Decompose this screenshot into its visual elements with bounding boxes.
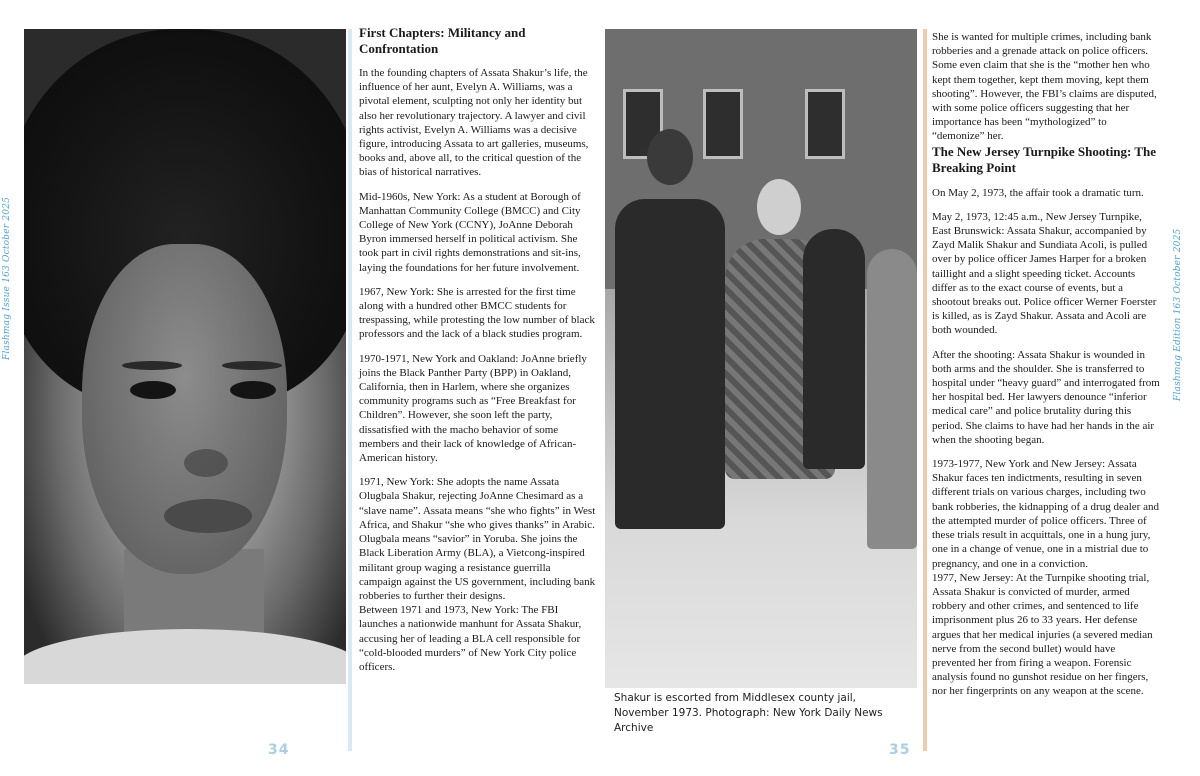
paragraph: 1973-1977, New York and New Jersey: Assata Shakur faces ten indictments, resulting in seven different trials on various charges, including two bank robberies, the kidnapping of a drug dealer and the attempted murder of police officers. Three of these trials result in acquittals, one in a hung jury, one in a change of venue, one in a mistrial due to pregnancy, and one in a conviction. (932, 458, 1159, 570)
portrait-nose (184, 449, 228, 477)
photo-person-head (647, 129, 693, 185)
escort-photo (605, 29, 917, 688)
photo-caption: Shakur is escorted from Middlesex county jail, November 1973. Photograph: New York Daily News Archive (614, 692, 883, 734)
photo-window (805, 89, 845, 159)
page-number-left: 34 (268, 742, 290, 758)
paragraph: On May 2, 1973, the affair took a dramatic turn. (932, 186, 1144, 199)
photo-person-right (867, 249, 917, 549)
page-number-right: 35 (889, 742, 911, 758)
section-heading-turnpike: The New Jersey Turnpike Shooting: The Breaking Point (932, 143, 1157, 175)
photo-person-back (803, 229, 865, 469)
photo-person-head (757, 179, 801, 235)
left-text-column (359, 25, 596, 674)
paragraph: Between 1971 and 1973, New York: The FBI launches a nationwide manhunt for Assata Shakur, accusing her of leading a BLA cell responsible for “cold-blooded murders” of New York City police officers. (359, 604, 582, 673)
photo-window (703, 89, 743, 159)
section-heading-militancy: First Chapters: Militancy and Confrontation (359, 25, 526, 56)
paragraph: 1971, New York: She adopts the name Assata Olugbala Shakur, rejecting JoAnne Chesimard as a “slave name”. Assata means “she who fights” in West Africa, and Shakur “she who gives thanks” in Arabic. Olugbala means “savior” in Yoruba. She joins the Black Liberation Army (BLA), a Vietcong-inspired militant group waging a resistance guerrilla campaign against the US government, including bank robberies to further their designs. (359, 476, 596, 602)
portrait-shoulders (24, 629, 346, 684)
paragraph: 1967, New York: She is arrested for the first time along with a hundred other BMCC students for trespassing, while protesting the low number of black professors and the lack of a black studies program. (359, 285, 595, 341)
portrait-eye-left (130, 381, 176, 399)
running-head-right: Flashmag Edition 163 October 2025 (1173, 228, 1183, 401)
paragraph: 1977, New Jersey: At the Turnpike shooting trial, Assata Shakur is convicted of murder, armed robbery and other crimes, and sentenced to life imprisonment plus 26 to 33 years. Her defense argues that her medical injuries (a severed median nerve from the second bullet) would have prevented her from firing a weapon. Forensic analysis found no gunshot residue on her fingers, nor her fingerprints on any weapon at the scene. (932, 571, 1153, 698)
column-rule-left (348, 29, 352, 751)
portrait-mouth (164, 499, 252, 533)
paragraph: In the founding chapters of Assata Shakur’s life, the influence of her aunt, Evelyn A. Williams, was a pivotal element, sculpting not only her identity but also her revolutionary trajectory. A lawyer and civil rights activist, Evelyn A. Williams was a decisive figure, introducing Assata to art galleries, museums, books and, above all, to the critical question of the bias of historical narratives. (359, 67, 589, 179)
paragraph: After the shooting: Assata Shakur is wounded in both arms and the shoulder. She is transferred to hospital under “heavy guard” and interrogated from her hospital bed. Her lawyers denounce “inferior medical care” and police brutality during this period. She claims to have had her hands in the air when the shooting began. (932, 348, 1160, 446)
paragraph: May 2, 1973, 12:45 a.m., New Jersey Turnpike, East Brunswick: Assata Shakur, accompanied by Zayd Malik Shakur and Sundiata Acoli, is pulled over by police officer James Harper for a broken taillight and a slight speeding ticket. Accounts differ as to the exact course of events, but a shootout breaks out. Police officer Werner Foerster is killed, as is Zayd Shakur. Assata and Acoli are both wounded. (932, 210, 1157, 337)
right-text-column (932, 30, 1160, 699)
paragraph: 1970-1971, New York and Oakland: JoAnne briefly joins the Black Panther Party (BPP) in Oakland, California, then in Harlem, where she organizes community programs such as “Free Breakfast for Children”. However, she soon left the party, dissatisfied with the macho behavior of some members and their lack of knowledge of African-American history. (359, 352, 587, 465)
running-head-left: Flashmag Issue 163 October 2025 (2, 196, 12, 360)
portrait-eye-right (230, 381, 276, 399)
column-rule-right (923, 29, 927, 751)
photo-person-left (615, 199, 725, 529)
portrait-brow-left (122, 361, 182, 370)
portrait-brow-right (222, 361, 282, 370)
paragraph: She is wanted for multiple crimes, including bank robberies and a grenade attack on police officers. Some even claim that she is the “mother hen who kept them together, kept them moving, kept them shooting”. However, the FBI’s claims are disputed, with some police officers suggesting that her importance has been “mythologized” to “demonize” her. (932, 31, 1157, 143)
portrait-photo (24, 29, 346, 684)
paragraph: Mid-1960s, New York: As a student at Borough of Manhattan Community College (BMCC) and City College of New York (CCNY), JoAnne Deborah Byron immersed herself in political activism. She took part in civil rights demonstrations and sit-ins, laying the foundations for her future involvement. (359, 190, 581, 274)
